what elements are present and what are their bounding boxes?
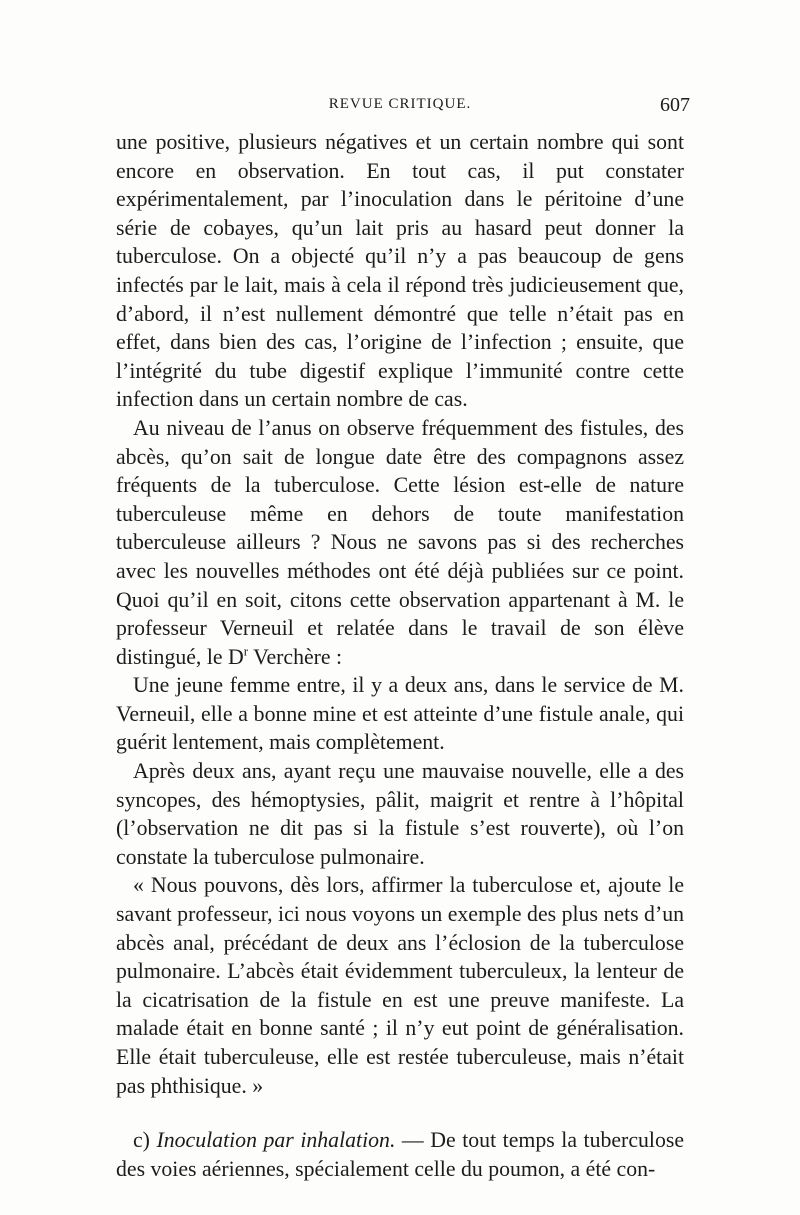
section-title: Inoculation par inhalation. [156,1128,396,1153]
running-title: REVUE CRITIQUE. [328,96,472,112]
body-text [116,128,684,1183]
paragraph-2 [116,414,684,671]
paragraph-1: une positive, plusieurs négatives et un certain nombre qui sont encore en observation. En tout cas, il put constater expérimentalement, par l’inoculation dans le péritoine d’une série de cobayes, qu’un lait pris au hasard peut donner la tuberculose. On a objecté qu’il n’y a pas beaucoup de gens infectés par le lait, mais à cela il répond très judicieusement que, d’abord, il n’est nullement démontré que telle n’était pas en effet, dans bien des cas, l’origine de l’infection ; ensuite, que l’intégrité du tube digestif explique l’immunité contre cette infection dans un certain nombre de cas. [116,130,684,412]
paragraph-2-text: Au niveau de l’anus on observe fréquemment des fistules, des abcès, qu’on sait de longue date être des compagnons assez fréquents de la tuberculose. Cette lésion est-elle de nature tuberculeuse même en dehors de toute manifestation tuberculeuse ailleurs ? Nous ne savons pas si des recherches avec les nouvelles méthodes ont été déjà publiées sur ce point. Quoi qu’il en soit, citons cette observation appartenant à M. le professeur Verneuil et relatée dans le travail de son élève distingué, le D [116,415,684,669]
paragraph-5-quote: « Nous pouvons, dès lors, affirmer la tuberculose et, ajoute le savant professeur, ici nous voyons un exemple des plus nets d’un abcès anal, précédant de deux ans l’éclosion de la tuberculose pulmonaire. L’abcès était évidemment tuberculeux, la lenteur de la cicatrisation de la fistule en est une preuve manifeste. La malade était en bonne santé ; il n’y eut point de généralisation. Elle était tuberculeuse, elle est restée tuberculeuse, mais n’était pas phthisique. » [116,873,684,1098]
paragraph-4: Après deux ans, ayant reçu une mauvaise nouvelle, elle a des syncopes, des hémoptysies, pâlit, maigrit et rentre à l’hôpital (l’observation ne dit pas si la fistule s’est rouverte), où l’on constate la tuberculose pulmonaire. [116,759,684,869]
doctor-superscript: r [243,643,249,659]
paragraph-3: Une jeune femme entre, il y a deux ans, dans le service de M. Verneuil, elle a bonne mine et est atteinte d’une fistule anale, qui guérit lentement, mais complètement. [116,673,684,755]
page-number: 607 [660,94,690,116]
section-gap [116,1100,684,1126]
section-label: c) [133,1128,150,1153]
section-text: De tout temps la tuberculose des voies aériennes, spécialement celle du poumon, a été con- [116,1128,684,1181]
paragraph-2-end: Verchère : [248,644,343,669]
running-head [116,94,690,118]
section-c-paragraph [116,1126,684,1183]
section-dash: — [395,1128,431,1153]
